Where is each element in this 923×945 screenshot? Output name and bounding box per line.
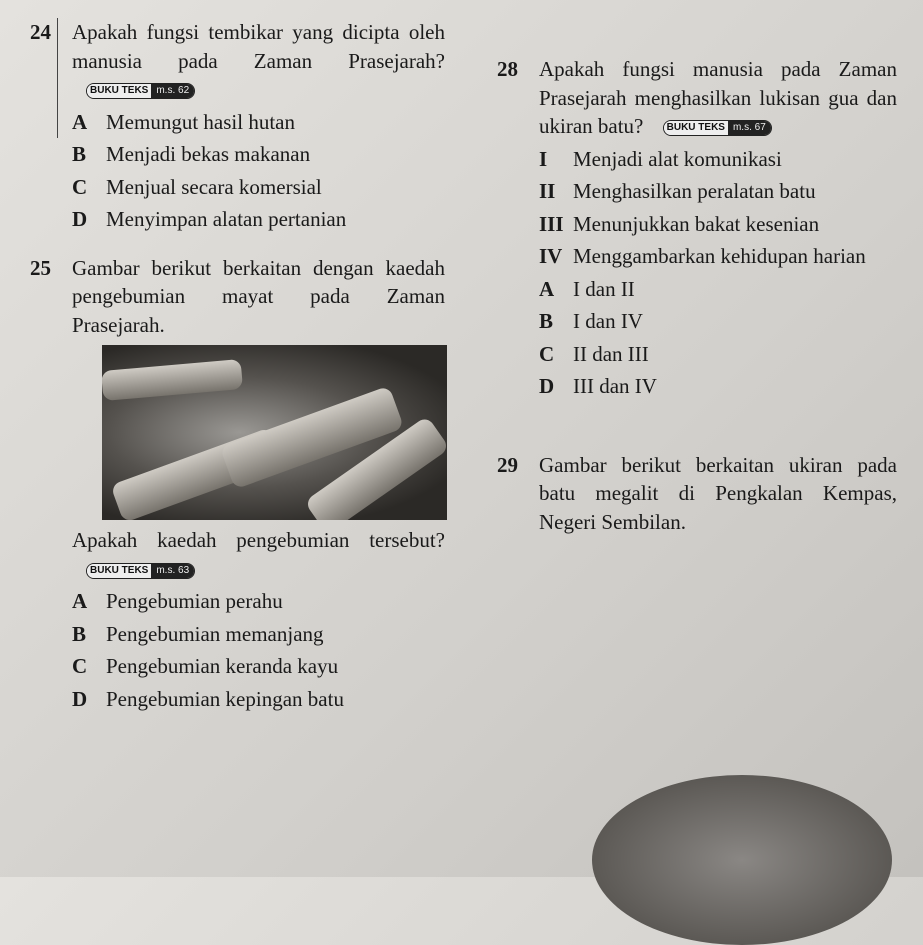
question-28 [497, 55, 897, 401]
question-number: 25 [30, 255, 51, 280]
option: A I dan II [539, 276, 635, 301]
textbook-badge: BUKU TEKS m.s. 63 [86, 563, 195, 579]
option: C II dan III [539, 341, 649, 366]
question-number: 28 [497, 57, 518, 81]
megalith-stone-image [592, 775, 892, 945]
question-number: 24 [30, 20, 51, 44]
question-text: Apakah fungsi manusia pada Zaman Prasejarah menghasilkan lukisan gua dan ukiran batu? [539, 57, 897, 138]
question-24 [30, 18, 445, 234]
burial-photo [102, 345, 447, 520]
question-text: Apakah fungsi tembikar yang dicipta oleh manusia pada Zaman Prasejarah? [72, 20, 445, 73]
question-text: Gambar berikut berkaitan ukiran pada batu megalit di Pengkalan Kempas, Negeri Sembilan. [539, 452, 897, 534]
option: C Menjual secara komersial [72, 174, 322, 199]
option: C Pengebumian keranda kayu [72, 654, 339, 678]
option: D III dan IV [539, 374, 657, 398]
left-column [30, 18, 445, 713]
question-number: 29 [497, 452, 518, 477]
question-text: Apakah kaedah pengebumian tersebut? [72, 528, 445, 552]
right-column [497, 55, 897, 536]
option: B I dan IV [539, 309, 643, 333]
textbook-badge: BUKU TEKS m.s. 62 [86, 83, 195, 99]
statement: I Menjadi alat komunikasi [539, 146, 782, 171]
question-25 [30, 254, 445, 714]
option: B Pengebumian memanjang [72, 621, 324, 646]
option: B Menjadi bekas makanan [72, 142, 311, 166]
question-text: Gambar berikut berkaitan dengan kaedah pengebumian mayat pada Zaman Prasejarah. [72, 255, 445, 337]
option: D Menyimpan alatan pertanian [72, 207, 347, 231]
option: A Memungut hasil hutan [72, 109, 295, 134]
option: D Pengebumian kepingan batu [72, 686, 344, 711]
statement: II Menghasilkan peralatan batu [539, 179, 816, 203]
question-29 [497, 451, 897, 537]
textbook-badge: BUKU TEKS m.s. 67 [663, 120, 772, 136]
statement: III Menunjukkan bakat kesenian [539, 211, 820, 236]
option: A Pengebumian perahu [72, 589, 283, 613]
statement: IV Menggambarkan kehidupan harian [539, 244, 866, 268]
